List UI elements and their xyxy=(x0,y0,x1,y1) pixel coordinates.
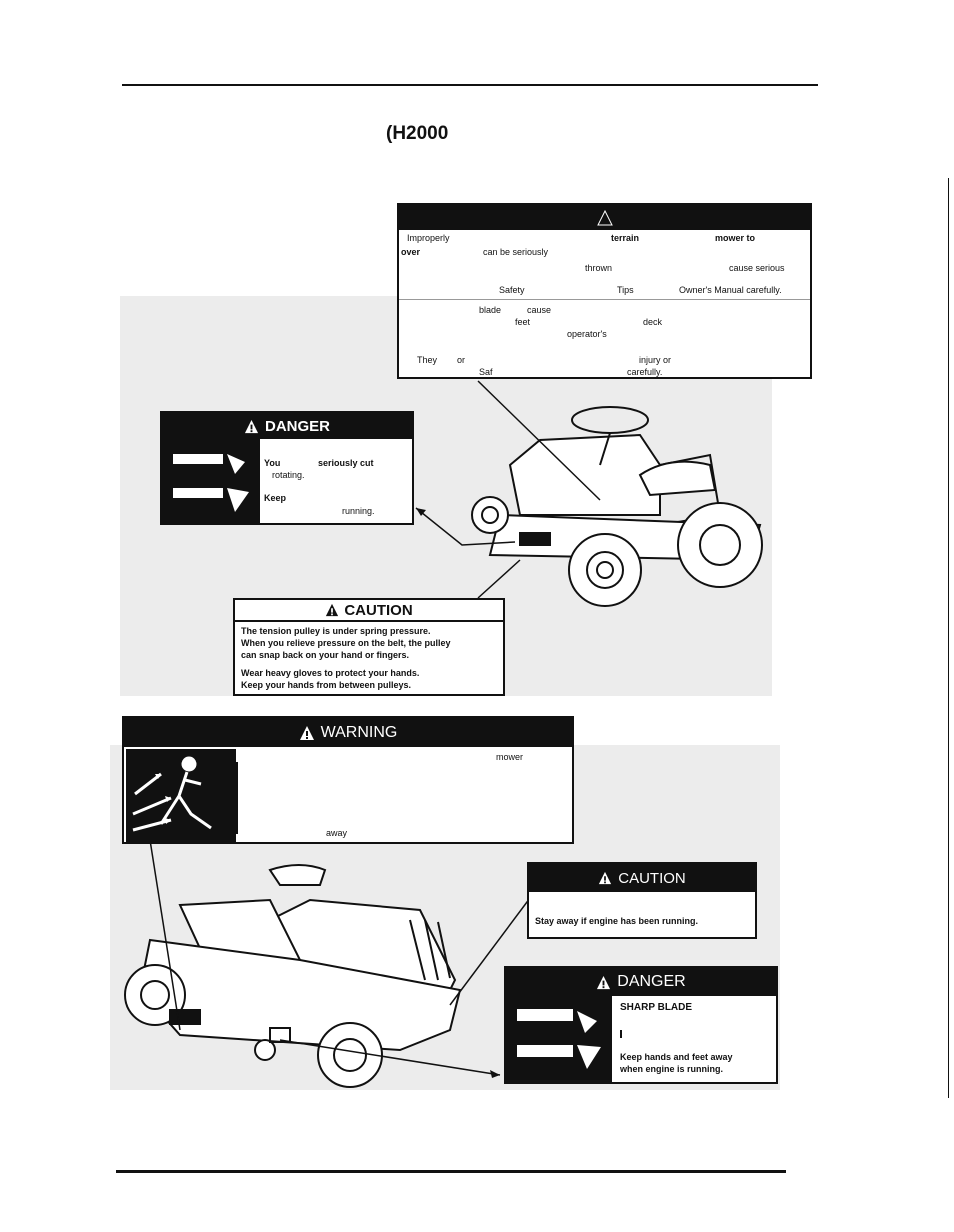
top-l6a: feet xyxy=(515,317,531,327)
hand-blade-icon xyxy=(169,446,253,522)
top-l8b: or xyxy=(457,355,466,365)
top-label-upper-rule xyxy=(399,299,810,300)
caution-pulley-p1: The tension pulley is under spring pressure. xyxy=(241,626,431,636)
danger-small-l3: Keep xyxy=(264,493,287,503)
warning-pictogram xyxy=(126,749,236,843)
warning-triangle-icon xyxy=(597,210,613,226)
top-l5b: cause xyxy=(527,305,552,315)
top-l4c: Owner's Manual carefully. xyxy=(679,285,782,295)
danger-label-small xyxy=(160,411,414,525)
caution-pulley-header xyxy=(235,600,503,622)
top-l4b: Tips xyxy=(617,285,634,295)
danger-large-header xyxy=(506,968,776,996)
caution-hot-header xyxy=(529,864,755,892)
danger-small-title: DANGER xyxy=(264,417,330,435)
caution-hot-title: CAUTION xyxy=(618,869,686,887)
top-label-header xyxy=(399,205,810,230)
warning-triangle-icon xyxy=(244,419,259,434)
warning-label xyxy=(122,716,574,844)
warning-triangle-icon xyxy=(596,975,611,990)
top-l9b: carefully. xyxy=(627,367,663,377)
top-l8c: injury or xyxy=(639,355,672,365)
danger-label-large xyxy=(504,966,778,1084)
top-l3a: thrown xyxy=(585,263,613,273)
caution-pulley-title: CAUTION xyxy=(344,601,413,619)
caution-pulley-p3: can snap back on your hand or fingers. xyxy=(241,650,410,660)
top-l1b: terrain xyxy=(611,233,640,243)
caution-pulley-p5: Keep your hands from between pulleys. xyxy=(241,680,412,690)
danger-large-pictogram xyxy=(506,996,612,1084)
top-l4a: Safety xyxy=(499,285,525,295)
top-l1c: mower to xyxy=(715,233,756,243)
caution-hot-text: Stay away if engine has been running. xyxy=(535,916,699,926)
danger-small-pictogram xyxy=(162,439,260,525)
danger-small-l1a: You xyxy=(264,458,281,468)
thrown-object-icon xyxy=(131,754,231,838)
warning-triangle-icon xyxy=(299,725,315,741)
danger-large-heading: SHARP BLADE xyxy=(620,1002,693,1013)
warning-title: WARNING xyxy=(320,723,398,741)
top-safety-label xyxy=(397,203,812,379)
top-l2b: can be seriously xyxy=(483,247,549,257)
danger-large-title: DANGER xyxy=(617,973,686,990)
danger-small-l2: rotating. xyxy=(272,470,305,480)
warning-divider xyxy=(236,762,238,834)
top-l7a: operator's xyxy=(567,329,607,339)
top-l6b: deck xyxy=(643,317,663,327)
warning-l2: away xyxy=(326,828,348,838)
warning-l1: mower xyxy=(496,752,524,762)
top-l1a: Improperly xyxy=(407,233,450,243)
danger-large-l2: when engine is running. xyxy=(620,1064,724,1074)
hand-blade-icon xyxy=(513,1003,605,1079)
caution-hot-label xyxy=(527,862,757,939)
danger-small-l1b: seriously cut xyxy=(318,458,374,468)
warning-triangle-icon xyxy=(598,871,612,885)
warning-triangle-icon xyxy=(325,603,339,617)
warning-header xyxy=(124,718,572,747)
model-title: (H2000 xyxy=(386,123,449,144)
top-l3b: cause serious xyxy=(729,263,785,273)
caution-pulley-label xyxy=(233,598,505,696)
caution-pulley-p2: When you relieve pressure on the belt, the pulley xyxy=(241,638,451,648)
top-l5a: blade xyxy=(479,305,502,315)
top-l9a: Saf xyxy=(479,367,493,377)
danger-small-header xyxy=(162,413,412,439)
top-l8a: They xyxy=(417,355,438,365)
danger-large-bullet xyxy=(620,1030,622,1038)
danger-small-l4: running. xyxy=(342,506,375,516)
caution-pulley-p4: Wear heavy gloves to protect your hands. xyxy=(241,668,420,678)
top-l2a: over xyxy=(401,247,421,257)
danger-large-l1: Keep hands and feet away xyxy=(620,1052,733,1062)
